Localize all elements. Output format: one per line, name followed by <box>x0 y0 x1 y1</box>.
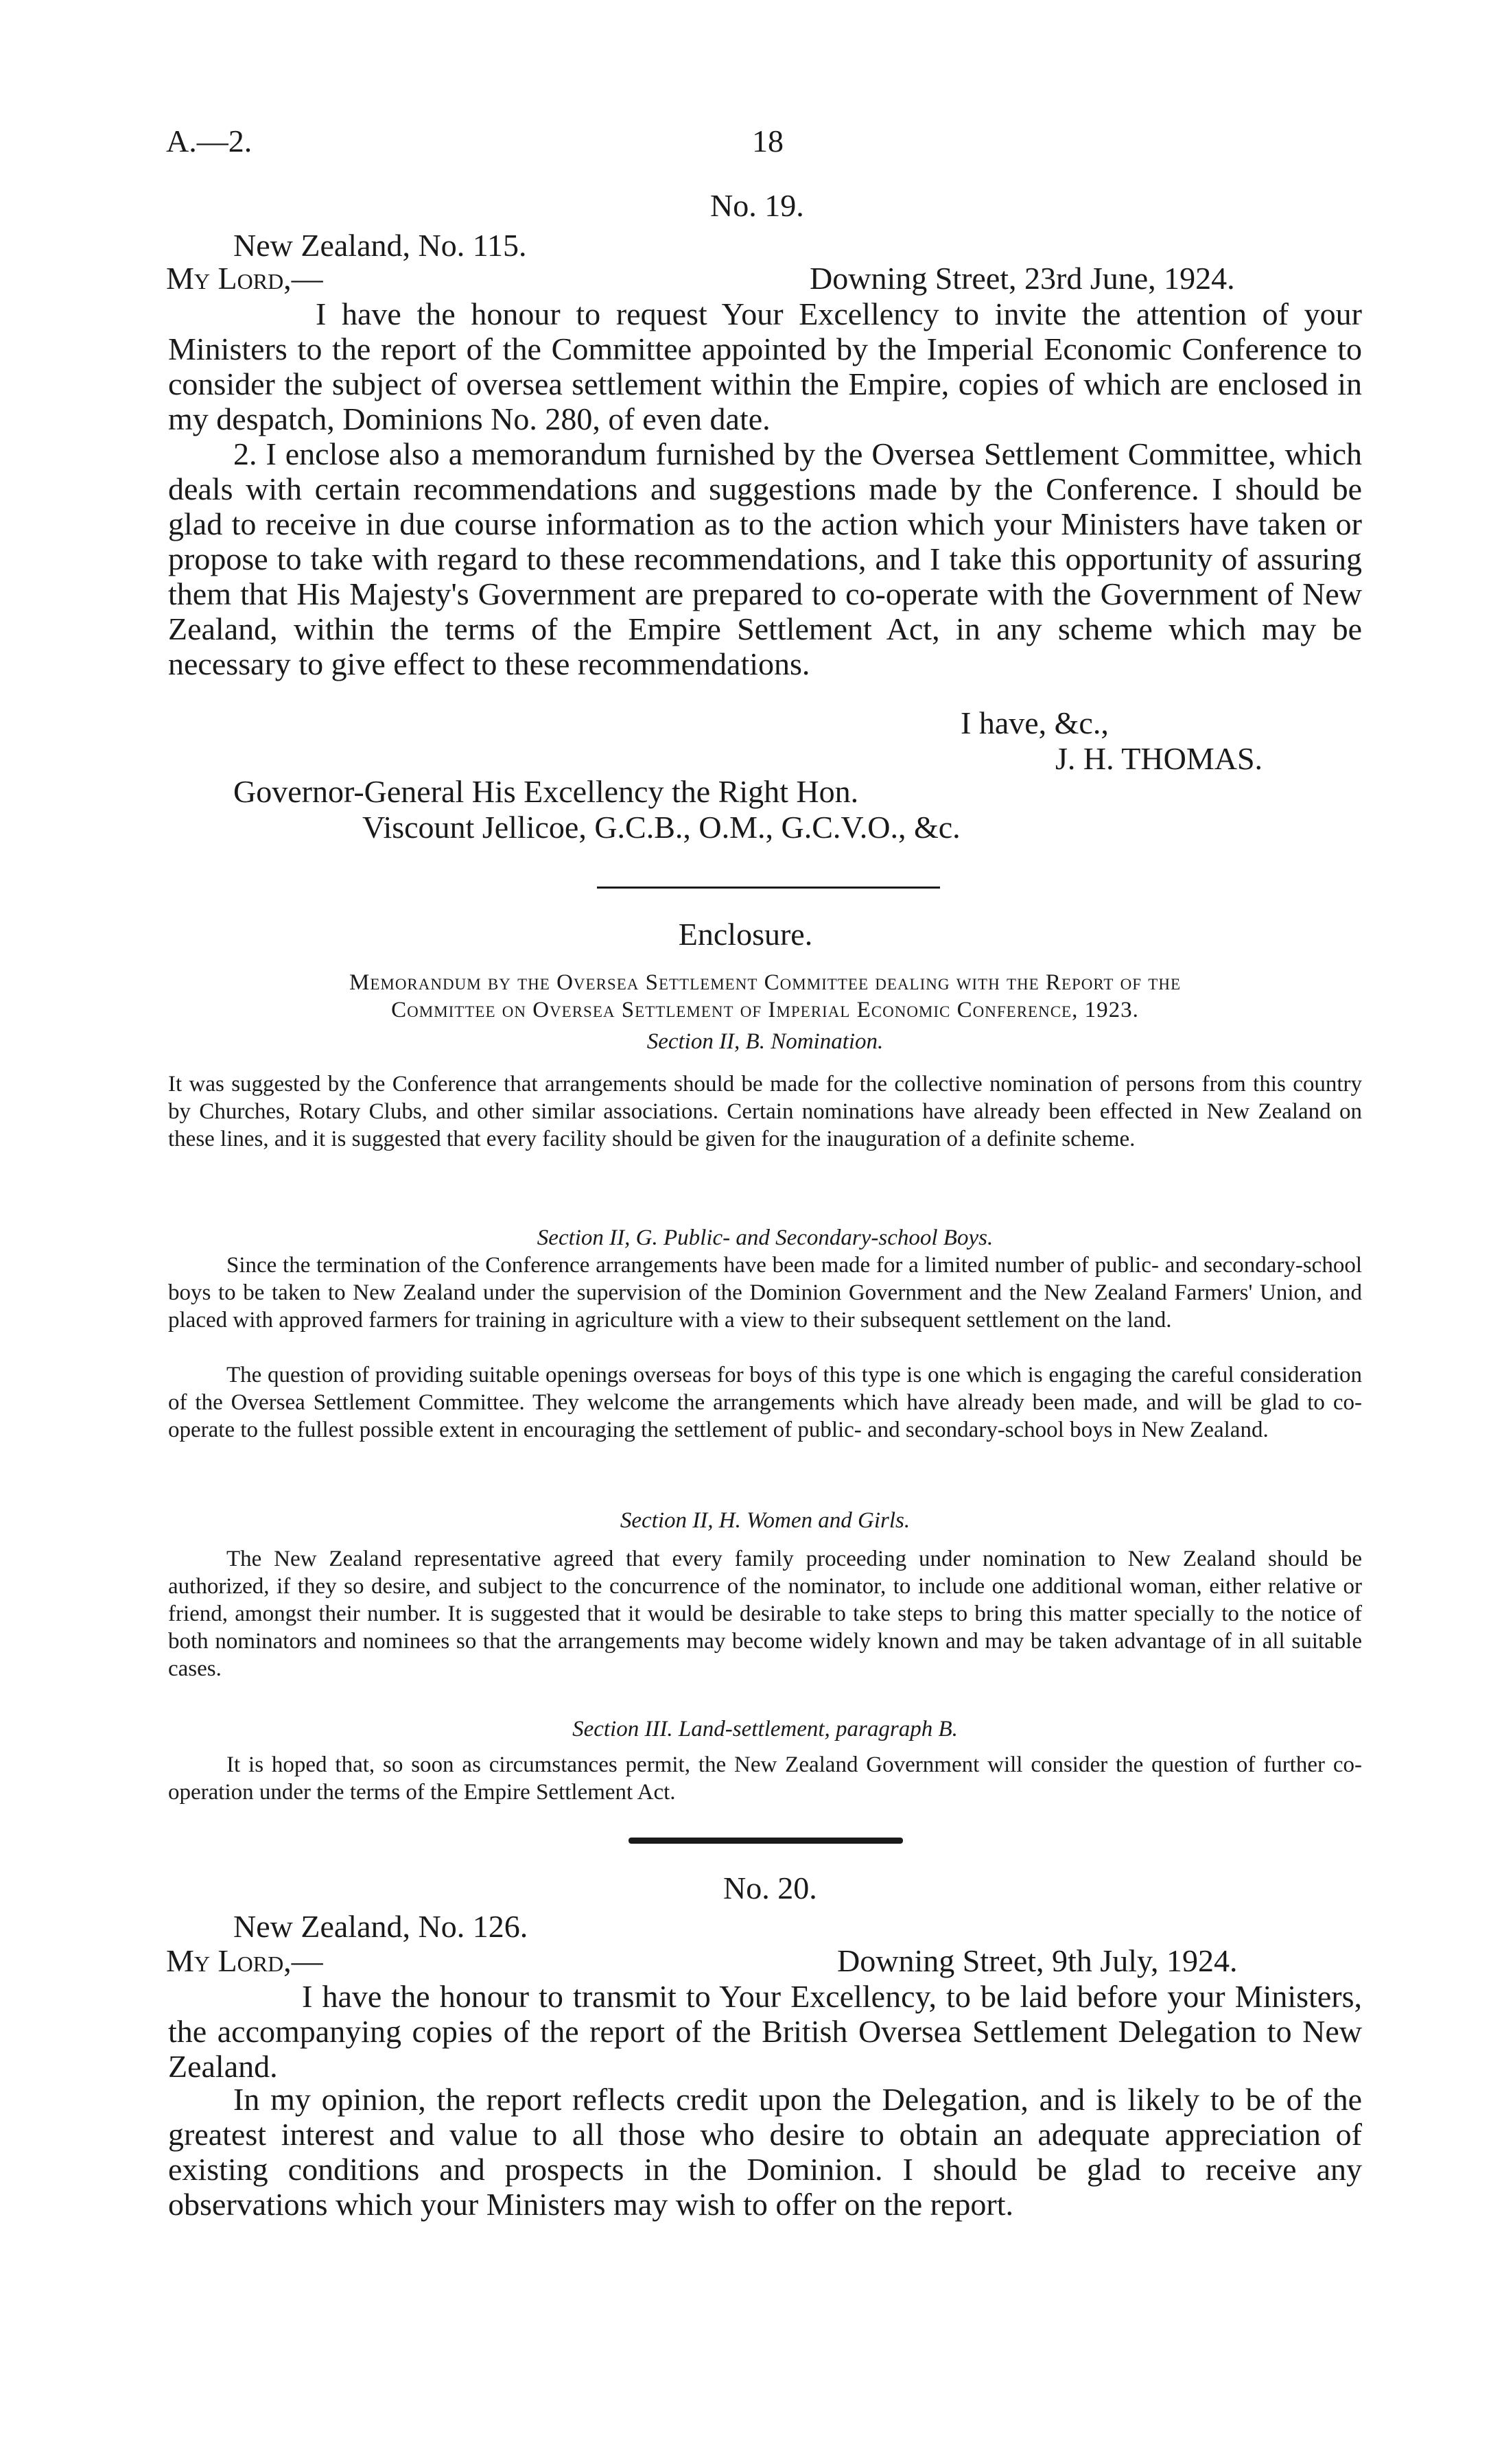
section-school-boys-paragraph-2: The question of providing suitable openings overseas for boys of this type is one which is engaging the careful consideration of the Oversea Settlement Committee. They welcome the arrangements which have already been made, and will be glad to co-operate to the fullest possible extent in encouraging the settlement of public- and secondary-school boys in New Zealand. <box>168 1363 1362 1442</box>
letter-19-closing: I have, &c., <box>961 705 1109 740</box>
letter-19-place-date: Downing Street, 23rd June, 1924. <box>810 261 1235 296</box>
section-women-girls-paragraph: The New Zealand representative agreed that every family proceeding under nomination to New Zealand should be authorized, if they so desire, and subject to the concurrence of the nominator, to include one additional woman, either relative or friend, amongst their number. It is suggested that it would be desirable to take steps to bring this matter specially to the notice of both nominators and nominees so that the arrangements may become widely known and may be taken advantage of in all suitable cases. <box>168 1547 1362 1681</box>
letter-19-addressee-line-1: Governor-General His Excellency the Right Hon. <box>233 774 859 809</box>
section-heading-land-settlement: Section III. Land-settlement, paragraph B. <box>572 1717 958 1741</box>
letter-19-paragraph-1: I have the honour to request Your Excellency to invite the attention of your Ministers to the report of the Committee appointed by the Imperial Economic Conference to consider the subject of oversea settlement within the Empire, copies of which are enclosed in my despatch, Dominions No. 280, of even date. <box>168 296 1362 436</box>
letter-20-paragraph-2: In my opinion, the report reflects credit upon the Delegation, and is likely to be of the greatest interest and value to all those who desire to obtain an adequate appreciation of existing conditions and prospects in the Dominion. I should be glad to receive any observations which your Ministers may wish to offer on the report. <box>168 2082 1362 2222</box>
section-nomination-paragraph: It was suggested by the Conference that arrangements should be made for the collective nomination of persons from this country by Churches, Rotary Clubs, and other similar associations. Certain nominations have already been effected in New Zealand on these lines, and it is suggested that every facility should be given for the inauguration of a definite scheme. <box>168 1072 1362 1151</box>
section-heading-school-boys: Section II, G. Public- and Secondary-school Boys. <box>537 1225 994 1250</box>
page-number: 18 <box>752 124 784 159</box>
letter-20-salutation: My Lord,— <box>166 1943 323 1978</box>
page-reference: A.—2. <box>166 124 253 159</box>
letter-19-salutation: My Lord,— <box>166 261 323 296</box>
section-heading-women-girls: Section II, H. Women and Girls. <box>620 1508 911 1533</box>
letter-19-signature: J. H. THOMAS. <box>1055 741 1263 776</box>
letter-20-reference: New Zealand, No. 126. <box>233 1909 528 1944</box>
letter-19-addressee-line-2: Viscount Jellicoe, G.C.B., O.M., G.C.V.O., &c. <box>362 810 961 845</box>
letter-19-number: No. 19. <box>710 188 804 223</box>
letter-20-paragraph-1: I have the honour to transmit to Your Excellency, to be laid before your Ministers, the accompanying copies of the report of the British Oversea Settlement Delegation to New Zealand. <box>168 1979 1362 2084</box>
letter-19-paragraph-2: 2. I enclose also a memorandum furnished by the Oversea Settlement Committee, which deals with certain recommendations and suggestions made by the Conference. I should be glad to receive in due course information as to the action which your Ministers have taken or propose to take with regard to these recommendations, and I take this opportunity of assuring them that His Majesty's Government are prepared to co-operate with the Government of New Zealand, within the terms of the Empire Settlement Act, in any scheme which may be necessary to give effect to these recommendations. <box>168 436 1362 681</box>
section-land-settlement-paragraph: It is hoped that, so soon as circumstances permit, the New Zealand Government will consider the question of further co-operation under the terms of the Empire Settlement Act. <box>168 1752 1362 1805</box>
memorandum-title-line-2: Committee on Oversea Settlement of Imperial Economic Conference, 1923. <box>391 998 1139 1022</box>
letter-20-place-date: Downing Street, 9th July, 1924. <box>837 1943 1238 1978</box>
thick-divider <box>629 1838 903 1844</box>
letter-19-reference: New Zealand, No. 115. <box>233 228 527 263</box>
letter-20-number: No. 20. <box>723 1870 817 1905</box>
enclosure-title: Enclosure. <box>678 917 813 952</box>
memorandum-title-line-1: Memorandum by the Oversea Settlement Committee dealing with the Report of the <box>349 970 1182 995</box>
short-divider <box>597 887 940 889</box>
section-heading-nomination: Section II, B. Nomination. <box>646 1029 884 1054</box>
section-school-boys-paragraph-1: Since the termination of the Conference arrangements have been made for a limited number of public- and secondary-school boys to be taken to New Zealand under the supervision of the Dominion Government and the New Zealand Farmers' Union, and placed with approved farmers for training in agriculture with a view to their subsequent settlement on the land. <box>168 1253 1362 1333</box>
